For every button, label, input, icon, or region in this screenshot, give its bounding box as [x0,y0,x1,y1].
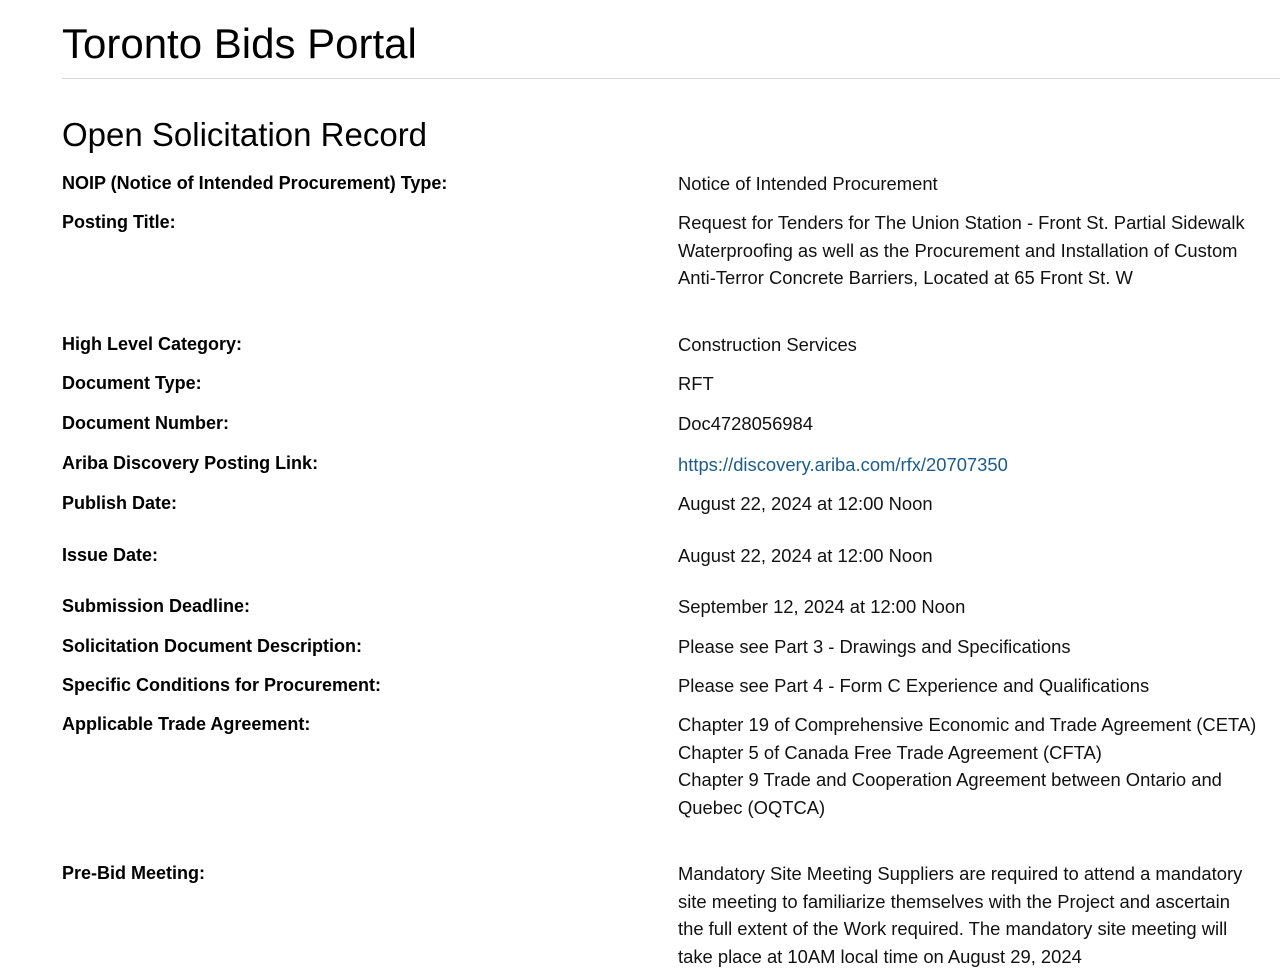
specific-conditions-label: Specific Conditions for Procurement: [62,675,382,695]
noip-type-label: NOIP (Notice of Intended Procurement) Type: [62,173,448,193]
ariba-link-label: Ariba Discovery Posting Link: [62,453,319,473]
ariba-discovery-link[interactable]: https://discovery.ariba.com/rfx/20707350 [678,454,1008,475]
solicitation-description-label: Solicitation Document Description: [62,636,363,656]
trade-agreement-value [678,711,1258,821]
trade-agreement-line: Chapter 5 of Canada Free Trade Agreement (CFTA) [678,741,1102,763]
submission-deadline-label: Submission Deadline: [62,596,251,616]
posting-title-label: Posting Title: [62,212,176,232]
publish-date-label: Publish Date: [62,493,178,513]
submission-deadline-value: September 12, 2024 at 12:00 Noon [678,596,966,617]
solicitation-description-value: Please see Part 3 - Drawings and Specifications [678,636,1071,657]
pre-bid-meeting-value: Mandatory Site Meeting Suppliers are required to attend a mandatory site meeting to familiarize themselves with the Project and ascertain the full extent of the Work required. The mandatory site meeting will take place at 10AM local time on August 29, 2024 [678,863,1243,967]
issue-date-value: August 22, 2024 at 12:00 Noon [678,545,933,566]
ariba-link-value [678,451,1258,479]
specific-conditions-value: Please see Part 4 - Form C Experience and Qualifications [678,675,1150,696]
noip-type-value: Notice of Intended Procurement [678,173,938,194]
trade-agreement-label: Applicable Trade Agreement: [62,714,311,734]
pre-bid-meeting-label: Pre-Bid Meeting: [62,863,206,883]
site-title: Toronto Bids Portal [62,20,417,67]
site-header [62,0,1280,79]
trade-agreement-line: Chapter 9 Trade and Cooperation Agreement between Ontario and Quebec (OQTCA) [678,769,1222,818]
document-type-value: RFT [678,373,714,394]
record-title: Open Solicitation Record [62,116,428,153]
document-number-label: Document Number: [62,413,230,433]
document-number-value: Doc4728056984 [678,413,813,434]
document-type-label: Document Type: [62,373,202,393]
issue-date-label: Issue Date: [62,545,159,565]
high-level-category-value: Construction Services [678,334,857,355]
trade-agreement-line: Chapter 19 of Comprehensive Economic and Trade Agreement (CETA) [678,714,1257,735]
high-level-category-label: High Level Category: [62,334,243,354]
publish-date-value: August 22, 2024 at 12:00 Noon [678,493,933,514]
posting-title-value: Request for Tenders for The Union Station - Front St. Partial Sidewalk Waterproofing as well as the Procurement and Installation of Custom Anti-Terror Concrete Barriers, Located at 65 Front St. W [678,212,1245,288]
